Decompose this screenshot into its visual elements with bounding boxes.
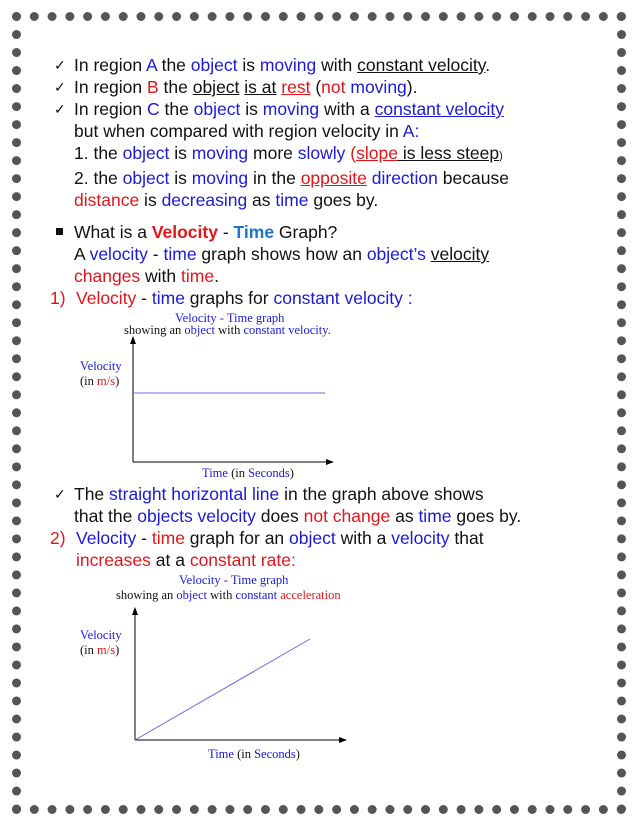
text: A — [74, 244, 90, 264]
text: does — [255, 506, 304, 526]
term: object — [193, 99, 241, 119]
text: (in — [80, 374, 98, 388]
graph-2-xlabel — [208, 747, 300, 762]
term: moving — [262, 99, 320, 119]
text: with — [140, 266, 182, 286]
term: moving — [350, 77, 407, 97]
text: (in — [233, 747, 255, 761]
text: goes by. — [308, 190, 379, 210]
text: is — [240, 99, 263, 119]
text: - — [217, 222, 234, 242]
term: constant velocity. — [243, 323, 331, 337]
text: because — [437, 168, 509, 188]
region-label: A: — [402, 121, 420, 141]
term: object — [122, 168, 170, 188]
graph-1-title: Velocity - Time graph — [175, 311, 285, 325]
text: - — [147, 244, 164, 264]
y-axis-arrow — [132, 607, 138, 615]
unit: m/s — [97, 643, 116, 657]
term: Velocity — [76, 528, 137, 548]
term: straight horizontal line — [109, 484, 280, 504]
text: as — [390, 506, 419, 526]
term: object — [122, 143, 170, 163]
term: object’s — [366, 244, 426, 264]
graph-2-subtitle — [116, 588, 341, 603]
text: ) — [115, 374, 120, 388]
check-icon: ✓ — [54, 486, 66, 502]
text: - — [136, 528, 152, 548]
graph-2-title: Velocity - Time graph — [179, 573, 289, 587]
term: object — [192, 77, 240, 97]
text: the — [158, 77, 193, 97]
text: in the graph above shows — [279, 484, 484, 504]
text: with — [206, 588, 236, 602]
term: constant velocity — [357, 55, 486, 75]
text: . — [485, 55, 491, 75]
term: not change — [303, 506, 391, 526]
term: is at — [244, 77, 277, 97]
term: increases — [76, 550, 151, 570]
term: Seconds — [254, 747, 296, 761]
term: time — [418, 506, 452, 526]
term: Time — [208, 747, 234, 761]
region-label: B — [146, 77, 159, 97]
text: 2. the — [74, 168, 123, 188]
check-icon: ✓ — [54, 57, 66, 73]
text: with a — [335, 528, 392, 548]
text: ). — [406, 77, 418, 97]
text: In region — [74, 77, 147, 97]
term: moving — [259, 55, 317, 75]
term: not — [321, 77, 346, 97]
text: graphs for — [184, 288, 274, 308]
text: (in — [80, 643, 98, 657]
term: object — [289, 528, 336, 548]
text: (in — [227, 466, 249, 480]
term: velocity — [430, 244, 490, 264]
text: but when compared with region velocity in — [74, 121, 403, 141]
text: What is a — [74, 222, 152, 242]
term: slope — [356, 143, 398, 163]
text: showing an — [124, 323, 185, 337]
term: velocity — [89, 244, 148, 264]
term: Seconds — [248, 466, 290, 480]
text: the — [156, 55, 191, 75]
text: ) — [289, 466, 294, 480]
term: object — [190, 55, 238, 75]
unit: m/s — [97, 374, 116, 388]
term: Time — [233, 222, 275, 242]
text: 1. the — [74, 143, 123, 163]
term: constant velocity — [374, 99, 504, 119]
term: Velocity — [151, 222, 218, 242]
term: Time — [202, 466, 228, 480]
text: ) — [499, 150, 503, 162]
graph-1-ylabel: Velocity — [80, 359, 122, 373]
region-label: A — [146, 55, 157, 75]
term: objects velocity — [137, 506, 256, 526]
term: time — [151, 528, 185, 548]
text: the — [159, 99, 194, 119]
text: Graph? — [274, 222, 338, 242]
region-label: C — [146, 99, 160, 119]
section-number: 2) — [50, 528, 66, 548]
term: direction — [371, 168, 438, 188]
term: is less steep — [397, 143, 500, 163]
term: moving — [191, 143, 249, 163]
text: at a — [150, 550, 190, 570]
text: In region — [74, 55, 146, 75]
text: . — [214, 266, 219, 286]
term: Velocity — [76, 288, 137, 308]
text: is — [237, 55, 260, 75]
text: The — [74, 484, 110, 504]
term: moving — [191, 168, 249, 188]
text: as — [247, 190, 276, 210]
text: ( — [310, 77, 322, 97]
term: decreasing — [161, 190, 248, 210]
increasing-velocity-line — [135, 639, 310, 740]
graph-2-yunit — [80, 643, 119, 658]
text: more — [248, 143, 298, 163]
check-icon: ✓ — [54, 79, 66, 95]
term: constant rate: — [189, 550, 296, 570]
term: changes — [74, 266, 141, 286]
text: that the — [74, 506, 138, 526]
term: object — [184, 323, 215, 337]
term: time — [163, 244, 197, 264]
text: in the — [248, 168, 301, 188]
term: time — [181, 266, 215, 286]
term: distance — [74, 190, 140, 210]
text: with a — [319, 99, 375, 119]
text: graph shows how an — [196, 244, 367, 264]
text: graph for an — [184, 528, 290, 548]
x-axis-arrow — [339, 737, 347, 743]
text: - — [136, 288, 152, 308]
text: with — [316, 55, 358, 75]
term: slowly — [297, 143, 346, 163]
section-number: 1) — [50, 288, 66, 308]
text: with — [214, 323, 244, 337]
text: that — [449, 528, 484, 548]
term: constant velocity : — [273, 288, 413, 308]
term: time — [275, 190, 309, 210]
term: time — [151, 288, 185, 308]
graph-2-ylabel: Velocity — [80, 628, 122, 642]
check-icon: ✓ — [54, 101, 66, 117]
term: object — [176, 588, 207, 602]
text: goes by. — [451, 506, 522, 526]
text: In region — [74, 99, 147, 119]
text: is — [169, 143, 192, 163]
text: is — [139, 190, 162, 210]
term: velocity — [391, 528, 450, 548]
text: ) — [295, 747, 300, 761]
text: is — [169, 168, 192, 188]
term: rest — [281, 77, 311, 97]
term: constant — [235, 588, 278, 602]
term: opposite — [300, 168, 367, 188]
text: showing an — [116, 588, 177, 602]
text: ) — [115, 643, 120, 657]
text: ( — [345, 143, 357, 163]
term: acceleration — [280, 588, 341, 602]
